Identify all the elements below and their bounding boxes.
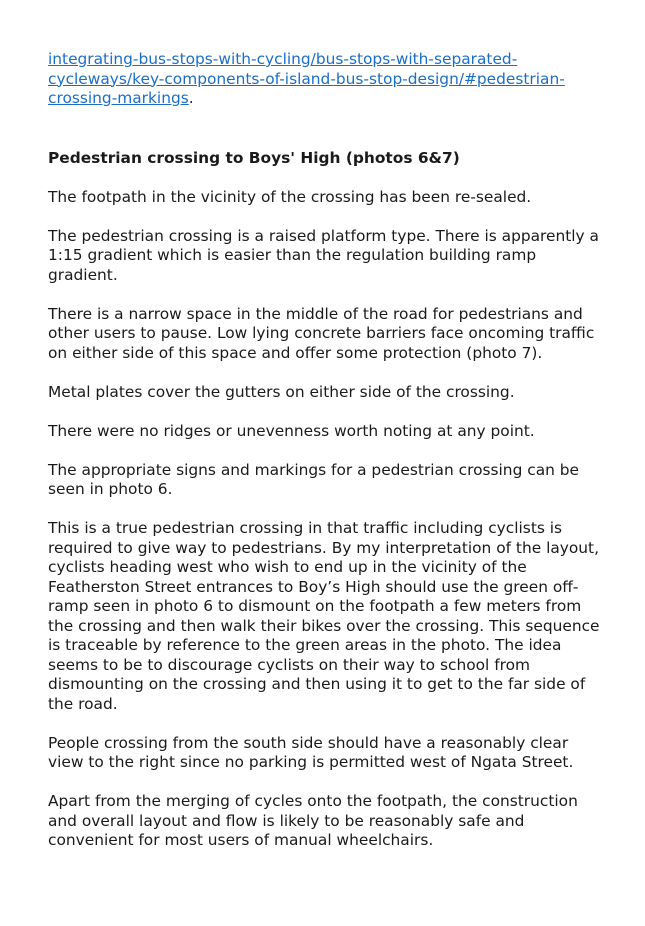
section-heading: Pedestrian crossing to Boys' High (photos 6&7) <box>48 148 460 167</box>
paragraph-true-crossing: This is a true pedestrian crossing in that traffic including cyclists is required to give way to pedestrians. By my interpretation of the layout, cyclists heading west who wish to end up in the vicinity of the Featherston Street entrances to Boy’s High should use the green off-ramp seen in photo 6 to dismount on the footpath a few meters from the crossing and then walk their bikes over the crossing. This sequence is traceable by reference to the green areas in the photo. The idea seems to be to discourage cyclists on their way to school from dismounting on the crossing and then using it to get to the far side of the road. <box>48 519 600 713</box>
link-line-2: cycleways/key-components-of-island-bus-stop-design/#pedestrian- <box>48 69 565 88</box>
paragraph-south-side: People crossing from the south side should have a reasonably clear view to the right since no parking is permitted west of Ngata Street. <box>48 733 574 771</box>
paragraph-raised-platform: The pedestrian crossing is a raised platform type. There is apparently a 1:15 gradient which is easier than the regulation building ramp gradient. <box>48 226 599 284</box>
paragraph-footpath: The footpath in the vicinity of the crossing has been re-sealed. <box>48 187 532 206</box>
document-page <box>48 50 608 870</box>
paragraph-median-space: There is a narrow space in the middle of the road for pedestrians and other users to pause. Low lying concrete barriers face oncoming traffic on either side of this space and offer some protection (photo 7). <box>48 304 595 362</box>
paragraph-no-ridges: There were no ridges or unevenness worth noting at any point. <box>48 421 535 440</box>
paragraph-conclusion: Apart from the merging of cycles onto the footpath, the construction and overall layout and flow is likely to be reasonably safe and convenient for most users of manual wheelchairs. <box>48 792 578 849</box>
link-line-1: integrating-bus-stops-with-cycling/bus-stops-with-separated- <box>48 50 518 68</box>
paragraph-signs-markings: The appropriate signs and markings for a pedestrian crossing can be seen in photo 6. <box>48 460 580 498</box>
link-line-3: crossing-markings <box>48 89 189 107</box>
link-paragraph <box>48 50 608 109</box>
reference-link[interactable] <box>48 50 565 107</box>
link-trailing-period: . <box>188 89 194 107</box>
paragraph-metal-plates: Metal plates cover the gutters on either side of the crossing. <box>48 382 515 401</box>
